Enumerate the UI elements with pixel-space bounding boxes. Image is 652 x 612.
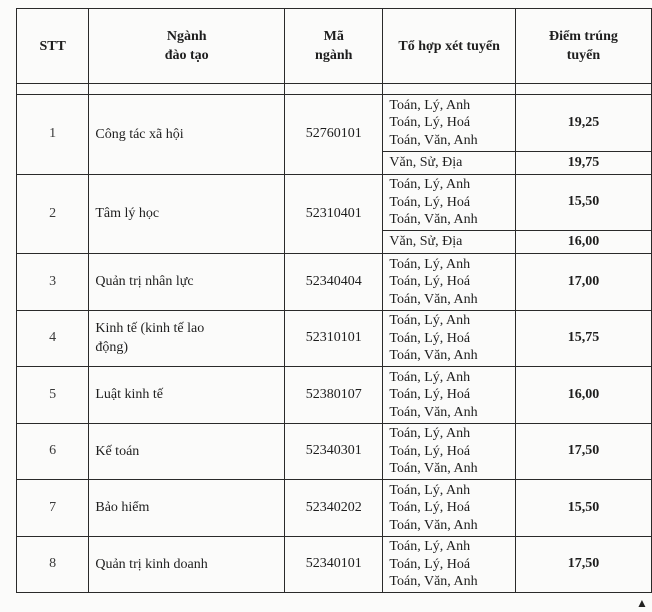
header-code-line1: Mã	[323, 29, 344, 44]
cell-subject-combos	[383, 254, 515, 311]
subject-combo-item: Toán, Lý, Anh	[389, 482, 471, 498]
cell-major-code: 52760101	[285, 95, 383, 175]
cell-major: Kinh tế (kinh tế lao động)	[89, 310, 285, 367]
subject-combo-item: Toán, Lý, Anh	[389, 256, 471, 272]
header-code	[285, 9, 383, 84]
cell-subject-combos	[383, 536, 515, 593]
cell-major: Kế toán	[89, 423, 285, 480]
cell-major: Quản trị kinh doanh	[89, 536, 285, 593]
cell-major: Luật kinh tế	[89, 367, 285, 424]
table-row	[17, 254, 652, 311]
subject-combo-item: Văn, Sử, Địa	[389, 154, 463, 170]
header-major-line1: Ngành	[166, 29, 207, 44]
cell-major-code: 52310101	[285, 310, 383, 367]
table-body	[17, 84, 652, 593]
subject-combo-item: Toán, Lý, Anh	[389, 313, 471, 328]
cell-admission-score: 15,50	[515, 480, 651, 537]
subject-combo-item: Toán, Văn, Anh	[389, 517, 478, 533]
table-row	[17, 367, 652, 424]
subject-combo-item: Toán, Văn, Anh	[389, 212, 478, 227]
subject-combo-item: Toán, Văn, Anh	[389, 132, 478, 148]
header-stt	[17, 9, 89, 84]
cell-major-code: 52340101	[285, 536, 383, 593]
cell-admission-score: 16,00	[515, 231, 651, 254]
cell-stt: 5	[17, 367, 89, 424]
table-row	[17, 95, 652, 152]
cell-subject-combos	[383, 367, 515, 424]
cell-admission-score: 19,25	[515, 95, 651, 152]
subject-combo-item: Toán, Lý, Hoá	[389, 443, 471, 459]
subject-combo-item: Toán, Văn, Anh	[389, 404, 478, 420]
cell-stt: 1	[17, 95, 89, 175]
cell-admission-score: 19,75	[515, 151, 651, 174]
subject-combo-item: Toán, Lý, Anh	[389, 369, 471, 385]
cell-admission-score: 17,50	[515, 423, 651, 480]
cell-major-code: 52340301	[285, 423, 383, 480]
cell-admission-score: 16,00	[515, 367, 651, 424]
cell-stt: 2	[17, 174, 89, 254]
table-row	[17, 423, 652, 480]
cell-admission-score: 15,50	[515, 174, 651, 231]
cell-admission-score: 15,75	[515, 310, 651, 367]
cell-admission-score: 17,50	[515, 536, 651, 593]
cell-major: Quản trị nhân lực	[89, 254, 285, 311]
cell-stt: 6	[17, 423, 89, 480]
subject-combo-item: Toán, Lý, Hoá	[389, 387, 471, 402]
header-score	[515, 9, 651, 84]
cell-subject-combos	[383, 151, 515, 174]
subject-combo-item: Toán, Lý, Hoá	[389, 330, 471, 346]
cell-major-code: 52340202	[285, 480, 383, 537]
subject-combo-item: Toán, Văn, Anh	[389, 291, 478, 307]
cell-subject-combos	[383, 310, 515, 367]
subject-combo-item: Toán, Lý, Hoá	[389, 274, 471, 289]
cell-major-code: 52310401	[285, 174, 383, 254]
admission-scores-table	[16, 8, 652, 593]
cell-subject-combos	[383, 95, 515, 152]
table-row	[17, 480, 652, 537]
cell-stt: 3	[17, 254, 89, 311]
page-edge-mark: ▲	[636, 596, 648, 610]
subject-combo-item: Toán, Lý, Anh	[389, 97, 471, 113]
subject-combo-item: Toán, Lý, Hoá	[389, 115, 471, 130]
subject-combo-item: Toán, Văn, Anh	[389, 348, 478, 363]
subject-combo-item: Toán, Lý, Hoá	[389, 500, 471, 515]
cell-subject-combos	[383, 174, 515, 231]
cell-stt: 4	[17, 310, 89, 367]
cell-major: Công tác xã hội	[89, 95, 285, 175]
subject-combo-item: Toán, Lý, Hoá	[389, 556, 471, 572]
cell-subject-combos	[383, 423, 515, 480]
spacer-row	[17, 84, 652, 95]
header-score-line1: Điểm trúng	[549, 29, 618, 44]
subject-combo-item: Toán, Văn, Anh	[389, 461, 478, 476]
subject-combo-item: Toán, Lý, Anh	[389, 539, 471, 554]
cell-major: Tâm lý học	[89, 174, 285, 254]
table-row	[17, 174, 652, 231]
cell-major-code: 52340404	[285, 254, 383, 311]
header-row	[17, 9, 652, 84]
cell-admission-score: 17,00	[515, 254, 651, 311]
header-score-line2: tuyển	[566, 48, 601, 63]
subject-combo-item: Toán, Văn, Anh	[389, 574, 478, 589]
subject-combo-item: Toán, Lý, Hoá	[389, 194, 471, 210]
header-code-line2: ngành	[315, 48, 353, 63]
table-row	[17, 536, 652, 593]
cell-stt: 8	[17, 536, 89, 593]
header-stt-label: STT	[39, 38, 66, 54]
header-major-line2: đào tạo	[164, 48, 209, 63]
cell-stt: 7	[17, 480, 89, 537]
table-header	[17, 9, 652, 84]
header-combo	[383, 9, 515, 84]
header-major	[89, 9, 285, 84]
cell-subject-combos	[383, 231, 515, 254]
header-combo-label: Tổ hợp xét tuyển	[398, 38, 500, 54]
cell-major-code: 52380107	[285, 367, 383, 424]
cell-subject-combos	[383, 480, 515, 537]
cell-major: Bảo hiểm	[89, 480, 285, 537]
subject-combo-item: Toán, Lý, Anh	[389, 177, 471, 192]
subject-combo-item: Toán, Lý, Anh	[389, 426, 471, 441]
table-row	[17, 310, 652, 367]
subject-combo-item: Văn, Sử, Địa	[389, 234, 463, 250]
